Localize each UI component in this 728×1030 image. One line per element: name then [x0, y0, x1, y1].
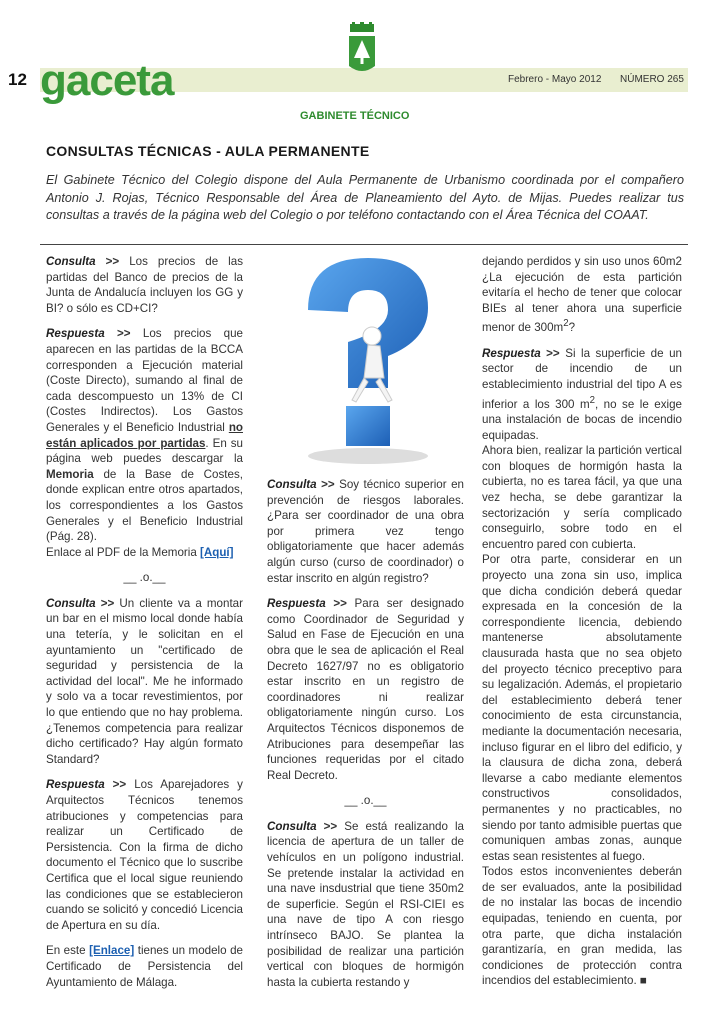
- issue-number: NÚMERO 265: [620, 74, 684, 85]
- consulta-label: Consulta: [267, 819, 317, 833]
- column-2: [267, 477, 464, 1000]
- answer-1: [46, 326, 243, 560]
- consulta-label: Consulta: [46, 255, 96, 268]
- answer-text: . En su página web puedes descargar la: [46, 436, 243, 466]
- superscript: 2: [589, 394, 595, 406]
- page-number: 12: [8, 70, 27, 89]
- section-title: GABINETE TÉCNICO: [300, 110, 410, 122]
- question-text: Se está realizando la licencia de apertura de un taller de vehículos en un polígono industrial. Se pretende instalar la actividad en una nave insdustrial que tiene 350m2 de superficie. Según el RSI-CIEI es una nave de tipo A con riesgo intrínseco BAJO. Se plantea la posibilidad de realizar una partición vertical con bloques de hormigón hasta la cubierta restando y: [267, 819, 464, 989]
- enlace-link[interactable]: [Enlace]: [89, 944, 135, 958]
- end-mark: ■: [639, 974, 647, 988]
- answer-text: de la Base de Costes, donde explican entre otros apartados, los correspondientes a los Gastos Generales y el Beneficio Industrial (Pág. 28).: [46, 467, 243, 544]
- answer-text: Los precios que aparecen en las partidas de la BCCA corresponden a Ejecución material (Coste Directo), sumando al final de cada descompuesto un 13% de CI (Costes Indirectos). Los Gastos Generales y el Beneficio Industrial: [46, 327, 243, 434]
- question-1: [46, 254, 243, 316]
- arrow-label: >>: [100, 596, 115, 610]
- answer-4: [482, 346, 682, 989]
- question-4-continued: [482, 254, 682, 336]
- column-1: [46, 254, 243, 1000]
- column-3: [482, 254, 682, 999]
- respuesta-label: Respuesta: [267, 597, 326, 611]
- question-text: Los precios de las partidas del Banco de precios de la Junta de Andalucía incluyen los GG y BI? o sólo es CD+CI?: [46, 255, 243, 315]
- arrow-label: >>: [321, 478, 335, 491]
- respuesta-label: Respuesta: [482, 346, 541, 360]
- question-text: ?: [568, 321, 576, 335]
- answer-text: , no se le exige una instalación de bocas de incendio equipadas.: [482, 397, 682, 442]
- question-2: [46, 596, 243, 768]
- respuesta-label: Respuesta: [46, 327, 105, 341]
- consulta-label: Consulta: [46, 596, 96, 610]
- arrow-label: >>: [323, 819, 338, 833]
- aqui-link[interactable]: [Aquí]: [200, 545, 234, 559]
- question-4: [267, 819, 464, 991]
- memoria-term: Memoria: [46, 467, 94, 481]
- article-title: CONSULTAS TÉCNICAS - AULA PERMANENTE: [46, 143, 370, 159]
- arrow-label: >>: [546, 346, 560, 360]
- answer-2: [46, 777, 243, 933]
- arrow-label: >>: [112, 778, 127, 792]
- separator: __ .o.__: [123, 571, 166, 585]
- answer-text: tienes un modelo de Certificado de Persistencia del Ayuntamiento de Málaga.: [46, 944, 243, 989]
- divider: [40, 244, 688, 245]
- answer-3: [267, 596, 464, 783]
- consulta-label: Consulta: [267, 478, 317, 491]
- question-text: Soy técnico superior en prevención de riesgos laborales. ¿Para ser coordinador de una obra por primera vez tengo obligatoriamente que hacer además algún curso (curso de coordinador) o estar inscrito en algún registro?: [267, 478, 464, 585]
- question-text: dejando perdidos y sin uso unos 60m2 ¿La ejecución de esta partición evitaría el hecho de tener que colocar BIEs al tener ahora una superficie menor de 300m: [482, 255, 682, 335]
- question-mark-illustration: [268, 250, 464, 470]
- answer-text: Para ser designado como Coordinador de Seguridad y Salud en Fase de Ejecución en una obra que le sea de aplicación el Real Decreto 1627/97 no es obligatorio estar inscrito en un registro de coordinadores ni realizar obligatoriamente ningún curso. Los Arquitectos Técnicos disponemos de Atribuciones para desempeñar las funciones requeridas por el citado Real Decreto.: [267, 597, 464, 782]
- superscript: 2: [563, 318, 569, 330]
- article-intro: El Gabinete Técnico del Colegio dispone del Aula Permanente de Urbanismo coordinada por el compañero Antonio J. Rojas, Técnico Responsable del Área de Planeamiento del Ayto. de Mijas. Puedes realizar tus consultas a través de la página web del Colegio o por teléfono contactando con el Área Técnica del COAAT.: [46, 173, 684, 222]
- answer-text: En este: [46, 944, 86, 958]
- respuesta-label: Respuesta: [46, 778, 105, 792]
- arrow-label: >>: [333, 597, 347, 611]
- answer-text: Los Aparejadores y Arquitectos Técnicos tenemos atribuciones y competencias para realizar un Certificado de Persistencia. Con la firma de dicho documento el Técnico que lo suscribe Certifica que el local sigue reuniendo las condiciones que se establecieron cuando se solicitó y concedió Licencia de Apertura en su día.: [46, 778, 243, 932]
- answer-2-link-paragraph: [46, 943, 243, 990]
- answer-text: Enlace al PDF de la Memoria: [46, 545, 197, 559]
- answer-text: Todos estos inconvenientes deberán de ser evaluados, ante la posibilidad de no instalar las bocas de incendio equipadas, teniendo en cuenta, por otra parte, que dicha instalación garantizaría, en gran medida, las condiciones de protección contra incendios del establecimiento.: [482, 865, 682, 988]
- answer-emphasis: no están aplicados por partidas: [46, 420, 243, 450]
- answer-text: Si la superficie de un sector de incendio de un establecimiento industrial del tipo A es inferior a los 300 m: [482, 346, 682, 411]
- question-text: Un cliente va a montar un bar en el mismo local donde había una tetería, y le solicitan en el ayuntamiento un "certificado de seguridad y persistencia de la actividad del local". Me he informado y solo va a tocar revestimientos, por lo que entiendo que no hay problema. ¿Tenemos competencia para realizar dicho certificado? Hay algún formato Standard?: [46, 596, 243, 766]
- coat-of-arms-icon: [346, 22, 378, 90]
- arrow-label: >>: [116, 327, 131, 341]
- arrow-label: >>: [105, 255, 120, 268]
- separator: __ .o.__: [344, 794, 387, 808]
- issue-date: Febrero - Mayo 2012: [508, 74, 602, 85]
- answer-text: Ahora bien, realizar la partición vertical con bloques de hormigón hasta la cubierta, no es tarea fácil, ya que una vez hecha, se debe garantizar la sectorización y sería complicado conseguirlo, sobre todo en el encuentro pared con cubierta.: [482, 444, 682, 551]
- question-3: [267, 477, 464, 586]
- gaceta-logo: gaceta: [40, 56, 174, 105]
- answer-text: Por otra parte, considerar en un proyecto una zona sin uso, implica que dicha condición deberá quedar expresada en la concesión de la correspondiente licencia, debiendo mantenerse absolutamente clausurada hasta que no sea objeto del proyecto técnico preceptivo para su legalización. Además, el propietario del establecimiento deberá tener conocimiento de esta circunstancia, mediante la documentación necesaria, incluso figurar en el libro del edificio, y la clausura de dicha zona, deberá llevarse a cabo mediante elementos constructivos consolidados, permanentes y no practicables, no siendo por tanto admisible puertas que comuniquen ambas zonas, aunque estas sean resistentes al fuego.: [482, 553, 682, 863]
